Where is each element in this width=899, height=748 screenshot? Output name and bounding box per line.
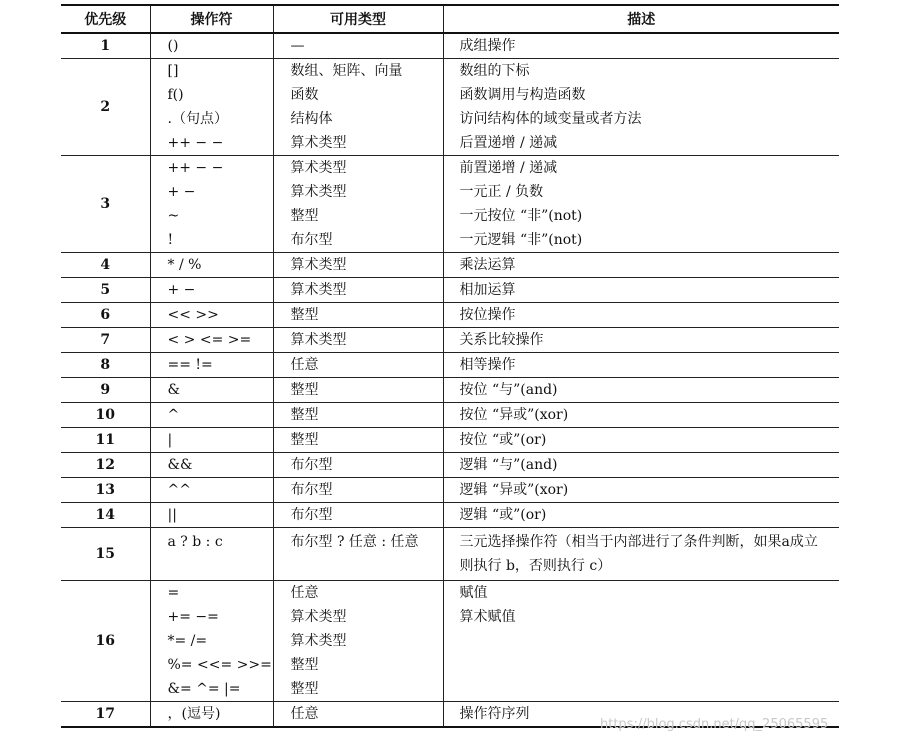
precedence-level: 5 [61, 278, 150, 303]
description-cell-line: 前置递增 / 递减 [459, 160, 558, 176]
operator-cell [150, 378, 273, 403]
operator-cell-line: << >> [167, 307, 219, 323]
operator-cell-line: ，(逗号) [167, 706, 221, 722]
operator-cell [150, 428, 273, 453]
types-cell [273, 528, 443, 581]
types-cell-line: 布尔型 ? 任意 : 任意 [290, 534, 419, 550]
description-cell-line: 关系比较操作 [459, 332, 544, 348]
description-cell-line: 赋值 [459, 585, 488, 601]
precedence-level: 7 [61, 328, 150, 353]
types-cell [273, 478, 443, 503]
types-cell [273, 33, 443, 59]
table-row [61, 428, 839, 453]
operator-cell-line: f() [167, 87, 184, 103]
description-cell [443, 428, 839, 453]
operator-cell-line: * / % [167, 257, 202, 273]
description-cell-line: 按位操作 [459, 307, 516, 323]
operator-cell-line: ^ [167, 407, 180, 423]
operator-cell-line: + − [167, 184, 196, 200]
types-cell [273, 253, 443, 278]
operator-cell [150, 403, 273, 428]
description-cell-line: 逻辑 “异或”(xor) [459, 482, 569, 498]
operator-precedence-table [61, 4, 839, 728]
precedence-level: 12 [61, 453, 150, 478]
description-cell-line: 按位 “异或”(xor) [459, 407, 569, 423]
empty-line [460, 653, 840, 677]
operator-cell [150, 253, 273, 278]
types-cell-line: 整型 [290, 382, 319, 398]
types-cell [273, 428, 443, 453]
description-cell-line: 数组的下标 [459, 63, 530, 79]
description-cell [443, 528, 839, 581]
types-cell-line: 整型 [290, 208, 319, 224]
types-cell-line: 任意 [290, 585, 319, 601]
empty-line [291, 554, 443, 578]
description-cell [443, 378, 839, 403]
description-cell [443, 478, 839, 503]
table-row [61, 303, 839, 328]
operator-cell-line: && [167, 457, 193, 473]
operator-cell-line: &= ^= |= [167, 681, 241, 697]
operator-cell [150, 581, 273, 702]
header-precedence: 优先级 [61, 5, 150, 33]
table-body [61, 33, 839, 727]
operator-cell-line: += −= [167, 609, 219, 625]
operator-cell-line: || [167, 507, 177, 523]
table-row [61, 353, 839, 378]
operator-cell-line: | [167, 432, 173, 448]
description-cell [443, 303, 839, 328]
types-cell-line: 算术类型 [290, 257, 347, 273]
header-operator: 操作符 [150, 5, 273, 33]
types-cell [273, 278, 443, 303]
types-cell [273, 581, 443, 702]
operator-cell-line: ^^ [167, 482, 191, 498]
types-cell [273, 503, 443, 528]
empty-line [460, 629, 840, 653]
types-cell-line: 整型 [290, 681, 319, 697]
operator-cell [150, 278, 273, 303]
types-cell-line: 整型 [290, 307, 319, 323]
description-cell [443, 353, 839, 378]
table-row [61, 478, 839, 503]
description-cell-line: 一元按位 “非”(not) [459, 208, 583, 224]
operator-cell-line: ++ − − [167, 135, 224, 151]
precedence-level: 4 [61, 253, 150, 278]
description-text: 三元选择操作符（相当于内部进行了条件判断，如果a成立则执行 b，否则执行 c） [459, 534, 818, 574]
table-row [61, 253, 839, 278]
types-cell [273, 378, 443, 403]
types-cell-line: 算术类型 [290, 609, 347, 625]
operator-cell-line: & [167, 382, 180, 398]
description-cell-line: 乘法运算 [459, 257, 516, 273]
precedence-level: 11 [61, 428, 150, 453]
types-cell-line: 整型 [290, 407, 319, 423]
description-cell [443, 156, 839, 253]
operator-cell-line: + − [167, 282, 196, 298]
table-row [61, 581, 839, 702]
operator-cell [150, 528, 273, 581]
description-cell [443, 59, 839, 156]
description-cell [443, 403, 839, 428]
description-cell [443, 581, 839, 702]
operator-cell [150, 59, 273, 156]
types-cell-line: 整型 [290, 432, 319, 448]
types-cell-line: 布尔型 [290, 232, 333, 248]
types-cell-line: 布尔型 [290, 507, 333, 523]
types-cell-line: 算术类型 [290, 184, 347, 200]
types-cell-line: 数组、矩阵、向量 [290, 63, 403, 79]
precedence-level: 10 [61, 403, 150, 428]
header-description: 描述 [443, 5, 839, 33]
watermark-text: https://blog.csdn.net/qq_25065595 [600, 717, 829, 732]
operator-cell-line: ~ [167, 208, 180, 224]
types-cell [273, 303, 443, 328]
precedence-level: 13 [61, 478, 150, 503]
precedence-level: 3 [61, 156, 150, 253]
description-cell-line: 相加运算 [459, 282, 516, 298]
operator-cell-line: *= /= [167, 633, 208, 649]
types-cell-line: 算术类型 [290, 160, 347, 176]
types-cell-line: 布尔型 [290, 482, 333, 498]
empty-line [168, 554, 273, 578]
description-cell-line: 一元正 / 负数 [459, 184, 544, 200]
types-cell-line: 布尔型 [290, 457, 333, 473]
precedence-level: 9 [61, 378, 150, 403]
description-cell-line: 算术赋值 [459, 609, 516, 625]
table-row [61, 156, 839, 253]
table-row [61, 503, 839, 528]
types-cell-line: 算术类型 [290, 282, 347, 298]
table-row [61, 278, 839, 303]
description-cell-line: 按位 “与”(and) [459, 382, 558, 398]
types-cell [273, 353, 443, 378]
precedence-level: 16 [61, 581, 150, 702]
operator-cell-line: () [167, 38, 179, 54]
table-row [61, 328, 839, 353]
types-cell [273, 156, 443, 253]
description-cell [443, 278, 839, 303]
description-cell [443, 253, 839, 278]
description-cell-line: 函数调用与构造函数 [459, 87, 586, 103]
operator-cell-line: a ? b : c [167, 534, 223, 550]
types-cell [273, 403, 443, 428]
types-cell-line: 任意 [290, 706, 319, 722]
description-cell-line: 逻辑 “与”(and) [459, 457, 558, 473]
precedence-level: 15 [61, 528, 150, 581]
precedence-level: 1 [61, 33, 150, 59]
description-cell [443, 33, 839, 59]
description-cell [443, 453, 839, 478]
operator-cell-line: = [167, 585, 180, 601]
description-cell-line: 逻辑 “或”(or) [459, 507, 547, 523]
table-row [61, 403, 839, 428]
operator-cell-line: == != [167, 357, 213, 373]
types-cell [273, 702, 443, 728]
types-cell-line: 整型 [290, 657, 319, 673]
description-cell-line: 操作符序列 [459, 706, 530, 722]
table-row [61, 33, 839, 59]
operator-cell-line: ++ − − [167, 160, 224, 176]
operator-cell-line: %= <<= >>= [167, 657, 272, 673]
empty-line [460, 677, 840, 701]
precedence-level: 14 [61, 503, 150, 528]
types-cell-line: 算术类型 [290, 633, 347, 649]
operator-cell [150, 503, 273, 528]
types-cell [273, 59, 443, 156]
operator-cell [150, 353, 273, 378]
types-cell-line: 算术类型 [290, 332, 347, 348]
types-cell-line: 算术类型 [290, 135, 347, 151]
precedence-level: 2 [61, 59, 150, 156]
table-row [61, 453, 839, 478]
description-cell-line: 访问结构体的域变量或者方法 [459, 111, 642, 127]
operator-cell-line: ! [167, 232, 174, 248]
operator-cell [150, 328, 273, 353]
precedence-level: 8 [61, 353, 150, 378]
description-cell-line: 相等操作 [459, 357, 516, 373]
operator-cell [150, 156, 273, 253]
table-row [61, 378, 839, 403]
operator-cell [150, 702, 273, 728]
operator-cell [150, 303, 273, 328]
description-cell-line: 成组操作 [459, 38, 516, 54]
table-header-row [61, 5, 839, 33]
types-cell-line: 任意 [290, 357, 319, 373]
precedence-level: 6 [61, 303, 150, 328]
types-cell-line: — [290, 38, 305, 54]
operator-cell [150, 453, 273, 478]
operator-precedence-table-container [61, 4, 839, 728]
types-cell-line: 函数 [290, 87, 319, 103]
types-cell [273, 328, 443, 353]
types-cell-line: 结构体 [290, 111, 333, 127]
description-cell-line: 后置递增 / 递减 [459, 135, 558, 151]
operator-cell [150, 33, 273, 59]
header-types: 可用类型 [273, 5, 443, 33]
table-row [61, 59, 839, 156]
operator-cell-line: .（句点） [167, 111, 228, 127]
operator-cell-line: < > <= >= [167, 332, 252, 348]
description-cell [443, 328, 839, 353]
operator-cell [150, 478, 273, 503]
description-cell-line: 一元逻辑 “非”(not) [459, 232, 583, 248]
operator-cell-line: [] [167, 63, 179, 79]
table-row [61, 528, 839, 581]
description-cell [443, 503, 839, 528]
types-cell [273, 453, 443, 478]
precedence-level: 17 [61, 702, 150, 728]
description-cell-line: 按位 “或”(or) [459, 432, 547, 448]
